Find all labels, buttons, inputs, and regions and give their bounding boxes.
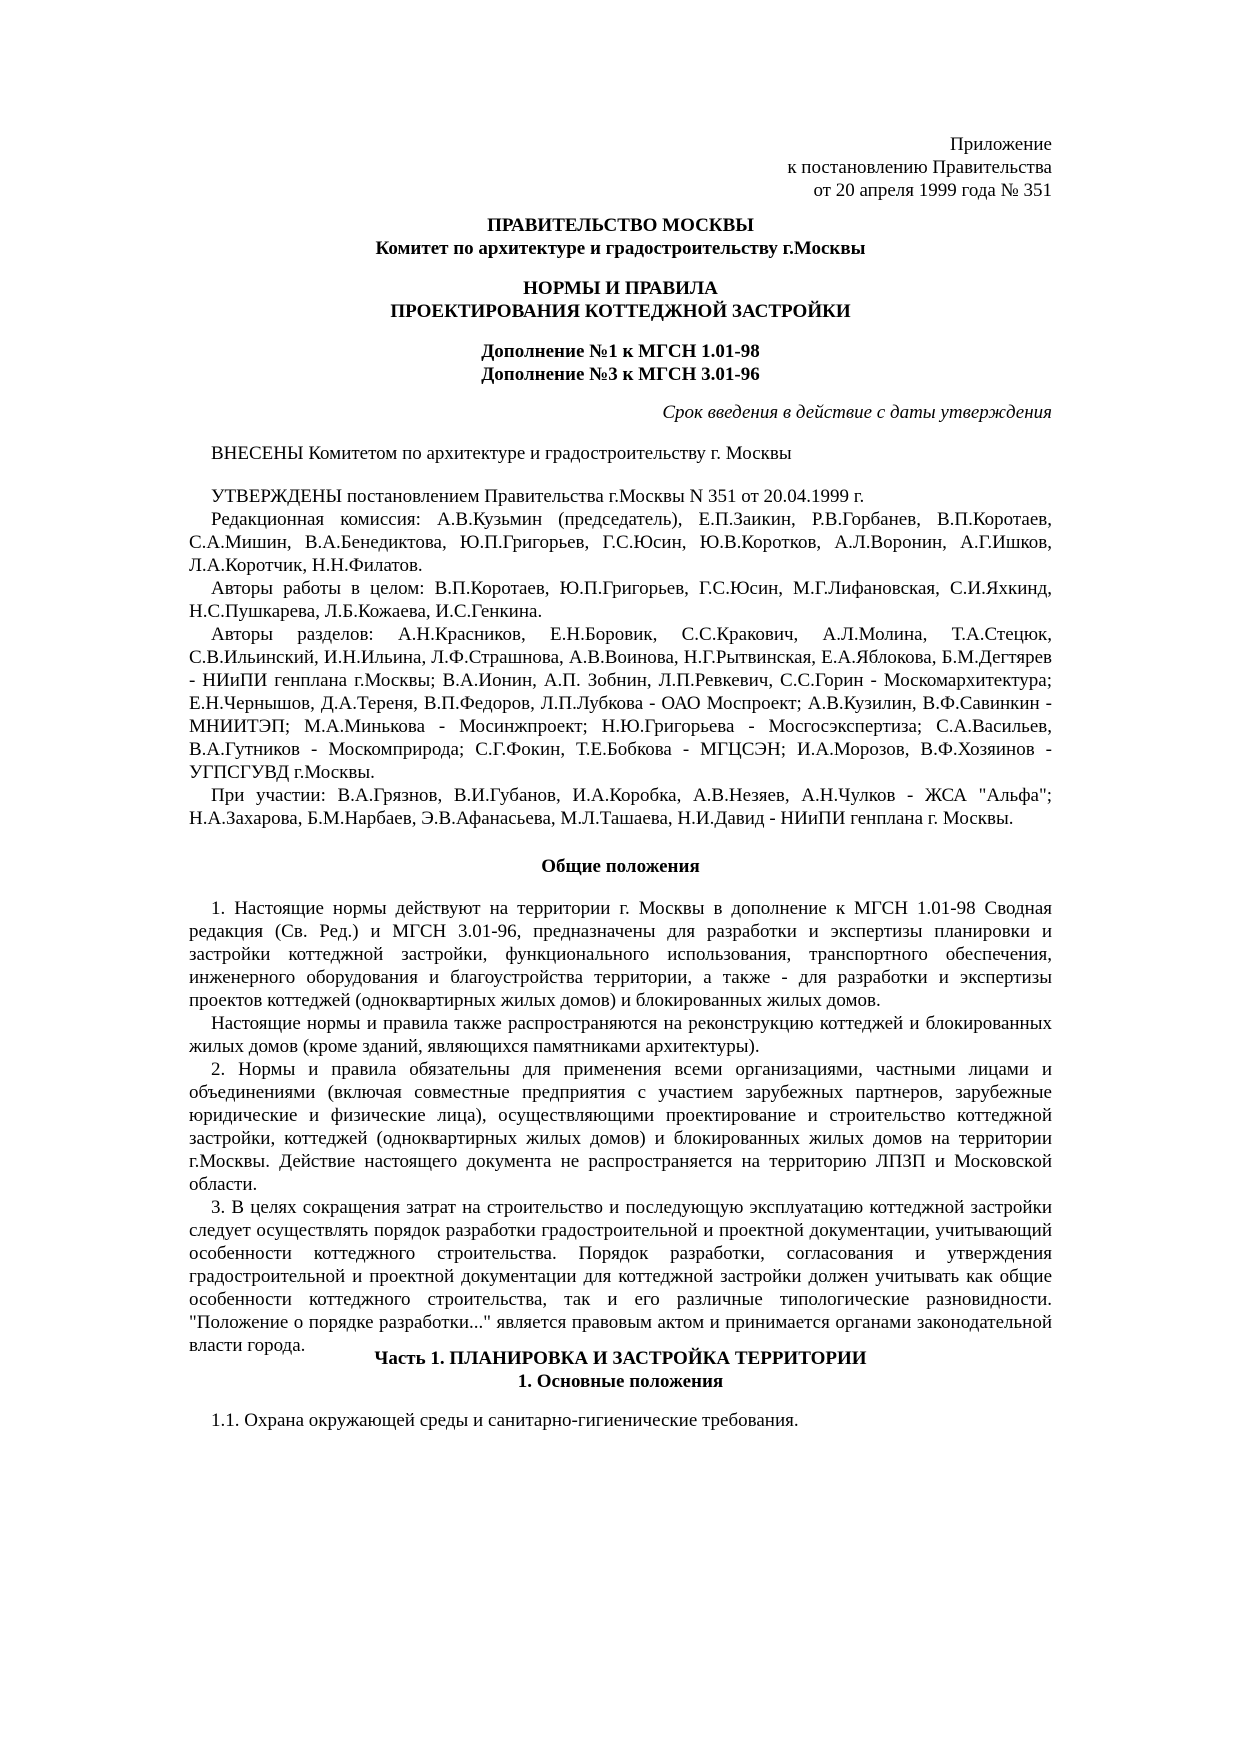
part1-item-1-1: 1.1. Охрана окружающей среды и санитарно-гигиенические требования.	[211, 1410, 799, 1431]
general-paragraph-1: 1. Настоящие нормы действуют на территории г. Москвы в дополнение к МГСН 1.01-98 Сводная редакция (Св. Ред.) и МГСН 3.01-96, предназначены для разработки и экспертизы планировки и застройки коттеджной застройки, функционального использования, транспортного обеспечения, инженерного оборудования и благоустройства территории, а также - для разработки и экспертизы проектов коттеджей (одноквартирных жилых домов) и блокированных жилых домов.	[189, 898, 1052, 1011]
supplement-line-1: Дополнение №1 к МГСН 1.01-98	[481, 341, 760, 362]
appendix-line-1: Приложение	[950, 134, 1052, 155]
document-title-line-1: НОРМЫ И ПРАВИЛА	[523, 278, 718, 299]
appendix-line-3: от 20 апреля 1999 года № 351	[813, 180, 1052, 201]
authors-sections: Авторы разделов: А.Н.Красников, Е.Н.Боровик, С.С.Кракович, А.Л.Молина, Т.А.Стецюк, С.В.Ильинский, И.Н.Ильина, Л.Ф.Страшнова, А.В.Воинова, Н.Г.Рытвинская, Е.А.Яблокова, Б.М.Дегтярев - НИиПИ генплана г.Москвы; В.А.Ионин, А.П. Зобнин, Л.П.Ревкевич, С.С.Горин - Москомархитектура; Е.Н.Чернышов, Д.А.Тереня, В.П.Федоров, Л.П.Лубкова - ОАО Моспроект; А.В.Кузилин, В.Ф.Савинкин - МНИИТЭП; М.А.Минькова - Мосинжпроект; Н.Ю.Григорьева - Мосгосэкспертиза; С.А.Васильев, В.А.Гутников - Москомприрода; С.Г.Фокин, Т.Е.Бобкова - МГЦСЭН; И.А.Морозов, В.Ф.Хозяинов - УГПСГУВД г.Москвы.	[189, 624, 1052, 783]
part1-heading-block	[189, 1347, 1052, 1393]
header-org-block	[189, 214, 1052, 260]
general-provisions-heading: Общие положения	[541, 856, 700, 877]
general-provisions-body	[189, 897, 1052, 1357]
intro-block	[189, 485, 1052, 830]
participation: При участии: В.А.Грязнов, В.И.Губанов, И.А.Коробка, А.В.Незяев, А.Н.Чулков - ЖСА "Альфа"; Н.А.Захарова, Б.М.Нарбаев, Э.В.Афанасьева, М.Л.Ташаева, Н.И.Давид - НИиПИ генплана г. Москвы.	[189, 785, 1052, 829]
effective-date-note: Срок введения в действие с даты утверждения	[662, 402, 1052, 423]
part1-heading: Часть 1. ПЛАНИРОВКА И ЗАСТРОЙКА ТЕРРИТОРИИ	[374, 1348, 867, 1369]
general-paragraph-4: 3. В целях сокращения затрат на строительство и последующую эксплуатацию коттеджной застройки следует осуществлять порядок разработки градостроительной и проектной документации, учитывающий особенности коттеджного строительства. Порядок разработки, согласования и утверждения градостроительной и проектной документации для коттеджной застройки должен учитывать как общие особенности коттеджного строительства, так и его различные типологические разновидности. "Положение о порядке разработки..." является правовым актом и принимается органами законодательной власти города.	[189, 1197, 1052, 1356]
document-title-line-2: ПРОЕКТИРОВАНИЯ КОТТЕДЖНОЙ ЗАСТРОЙКИ	[390, 301, 851, 322]
part1-subheading: 1. Основные положения	[517, 1371, 724, 1392]
organization-title: ПРАВИТЕЛЬСТВО МОСКВЫ	[487, 215, 754, 236]
submitted-by: ВНЕСЕНЫ Комитетом по архитектуре и градостроительству г. Москвы	[211, 443, 792, 464]
document-title-block	[189, 277, 1052, 323]
general-paragraph-3: 2. Нормы и правила обязательны для применения всеми организациями, частными лицами и объединениями (включая совместные предприятия с участием зарубежных партнеров, зарубежные юридические и физические лица), осуществляющими проектирование и строительство коттеджной застройки, коттеджей (одноквартирных жилых домов) и блокированных жилых домов на территории г.Москвы. Действие настоящего документа не распространяется на территорию ЛПЗП и Московской области.	[189, 1059, 1052, 1195]
appendix-line-2: к постановлению Правительства	[787, 157, 1052, 178]
authors-general: Авторы работы в целом: В.П.Коротаев, Ю.П.Григорьев, Г.С.Юсин, М.Г.Лифановская, С.И.Яхкинд, Н.С.Пушкарева, Л.Б.Кожаева, И.С.Генкина.	[189, 578, 1052, 622]
supplement-block	[189, 340, 1052, 386]
approved-by: УТВЕРЖДЕНЫ постановлением Правительства г.Москвы N 351 от 20.04.1999 г.	[211, 486, 865, 507]
editorial-commission: Редакционная комиссия: А.В.Кузьмин (председатель), Е.П.Заикин, Р.В.Горбанев, В.П.Коротаев, С.А.Мишин, В.А.Бенедиктова, Ю.П.Григорьев, Г.С.Юсин, Ю.В.Коротков, А.Л.Воронин, А.Г.Ишков, Л.А.Коротчик, Н.Н.Филатов.	[189, 509, 1052, 576]
committee-title: Комитет по архитектуре и градостроительству г.Москвы	[375, 238, 866, 259]
appendix-note	[189, 133, 1052, 202]
general-paragraph-2: Настоящие нормы и правила также распространяются на реконструкцию коттеджей и блокированных жилых домов (кроме зданий, являющихся памятниками архитектуры).	[189, 1013, 1052, 1057]
supplement-line-2: Дополнение №3 к МГСН 3.01-96	[481, 364, 760, 385]
